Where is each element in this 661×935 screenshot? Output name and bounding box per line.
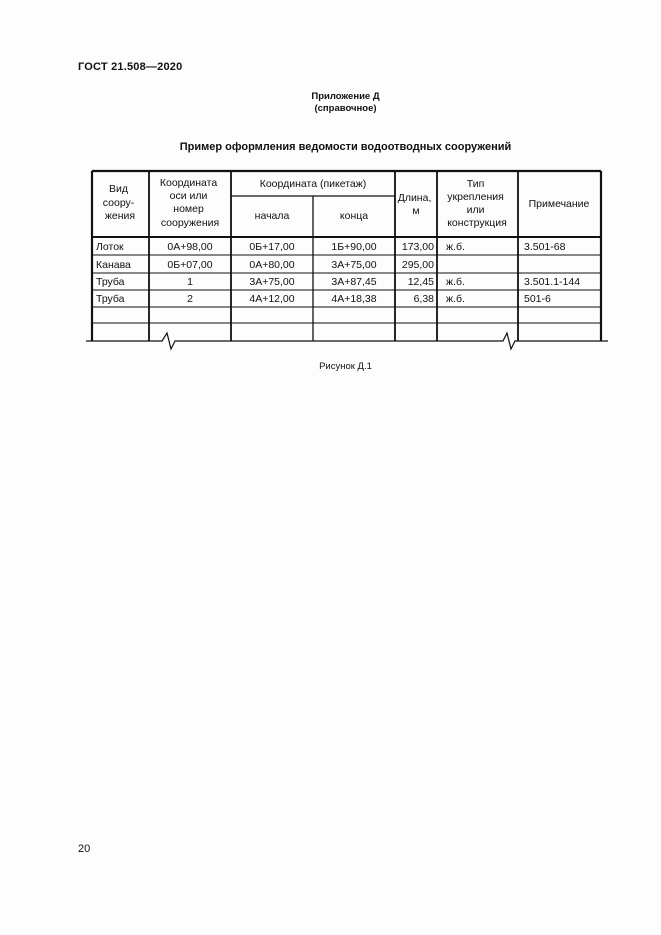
cell-end: 4А+18,38 (331, 293, 377, 305)
header-type-line: жения (104, 210, 136, 222)
header-axis-line: номер (173, 203, 204, 215)
header-reinforcement (447, 178, 507, 229)
header-picket-group: Координата (пикетаж) (259, 178, 367, 190)
table-row (96, 293, 551, 305)
appendix-title: Приложение Д (311, 91, 380, 102)
header-start: начала (254, 210, 290, 222)
header-axis (160, 177, 220, 229)
cell-note: 3.501-68 (524, 241, 566, 253)
cell-axis: 1 (187, 276, 193, 288)
header-axis-line: оси или (169, 190, 208, 202)
cell-length: 173,00 (401, 241, 434, 253)
cell-length: 12,45 (407, 276, 434, 288)
page-number: 20 (78, 843, 91, 855)
cell-axis: 0А+98,00 (167, 241, 213, 253)
header-length (398, 192, 435, 217)
table-row (96, 259, 434, 271)
header-reinforcement-line: Тип (466, 178, 485, 190)
cell-reinforcement: ж.б. (446, 293, 465, 305)
cell-length: 6,38 (413, 293, 434, 305)
cell-start: 0А+80,00 (249, 259, 295, 271)
cell-reinforcement: ж.б. (446, 241, 465, 253)
cell-type: Канава (96, 259, 131, 271)
table-row (96, 276, 580, 288)
header-reinforcement-line: или (466, 204, 485, 216)
cell-note: 3.501.1-144 (524, 276, 581, 288)
header-type-line: соору- (102, 197, 135, 209)
header-axis-line: сооружения (160, 217, 220, 229)
header-length-line: Длина, (397, 192, 432, 204)
header-axis-line: Координата (159, 177, 218, 189)
header-note: Примечание (528, 198, 590, 210)
cell-type: Труба (96, 276, 125, 288)
cell-type: Труба (96, 293, 125, 305)
cell-end: 3А+75,00 (331, 259, 377, 271)
cell-note: 501-6 (524, 293, 551, 305)
cell-start: 3А+75,00 (249, 276, 295, 288)
cell-reinforcement: ж.б. (446, 276, 465, 288)
table-row (96, 241, 566, 253)
document-code: ГОСТ 21.508—2020 (78, 61, 183, 73)
cell-type: Лоток (96, 241, 124, 253)
cell-start: 4А+12,00 (249, 293, 295, 305)
cell-axis: 2 (187, 293, 193, 305)
cell-end: 1Б+90,00 (331, 241, 377, 253)
drainage-structures-table (0, 0, 661, 360)
figure-caption: Рисунок Д.1 (319, 361, 372, 372)
cell-length: 295,00 (401, 259, 434, 271)
header-reinforcement-line: конструкция (447, 217, 507, 229)
figure-title: Пример оформления ведомости водоотводных сооружений (179, 141, 512, 153)
header-type (103, 183, 137, 222)
cell-axis: 0Б+07,00 (167, 259, 213, 271)
cell-start: 0Б+17,00 (249, 241, 295, 253)
header-reinforcement-line: укрепления (447, 191, 504, 203)
header-end: конца (339, 210, 369, 222)
header-length-line: м (412, 205, 420, 217)
header-type-line: Вид (109, 183, 129, 195)
appendix-subtitle: (справочное) (314, 103, 377, 114)
cell-end: 3А+87,45 (331, 276, 377, 288)
